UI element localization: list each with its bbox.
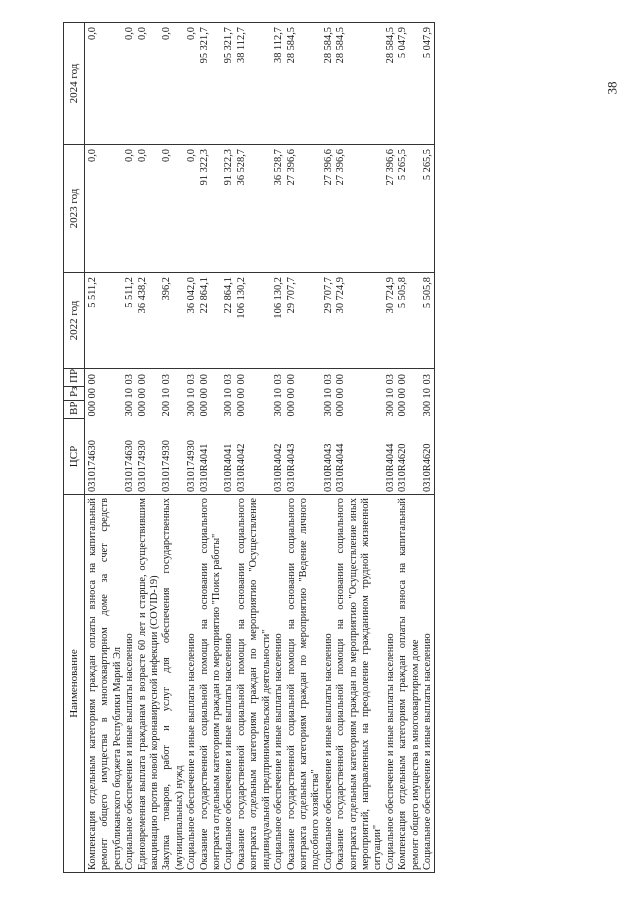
row-rz: 10 xyxy=(322,388,334,399)
row-vr: 300 xyxy=(273,400,285,417)
row-vr: 000 xyxy=(87,400,98,417)
table-row xyxy=(223,23,235,873)
header-rz: Рз xyxy=(64,387,85,401)
row-pr: 03 xyxy=(186,374,198,385)
row-2022: 30 724,9 xyxy=(385,273,397,369)
row-csr: 0310174930 xyxy=(161,419,186,495)
table-row xyxy=(385,23,397,873)
row-name: Оказание государственной социальной помощи на основании социального контракта отдельным категориям граждан по мероприятию "Осуществление иных мероприятий, направленных на преодоление гражданином трудной жизненной ситуации" xyxy=(335,495,385,873)
row-2023: 27 396,6 xyxy=(323,145,335,273)
row-vr: 000 xyxy=(397,400,409,417)
table-row xyxy=(124,23,136,873)
row-csr: 0310R4043 xyxy=(286,419,323,495)
row-2022: 5 511,2 xyxy=(85,273,125,369)
table-row xyxy=(397,23,422,873)
header-2022: 2022 год xyxy=(64,273,85,369)
row-2023: 27 396,6 xyxy=(286,145,323,273)
header-2023: 2023 год xyxy=(64,145,85,273)
row-name: Социальное обеспечение и иные выплаты населению xyxy=(422,495,435,873)
header-2024: 2024 год xyxy=(64,23,85,145)
row-rz: 10 xyxy=(161,388,173,399)
row-pr: 00 xyxy=(285,374,297,385)
row-2023: 27 396,6 xyxy=(335,145,385,273)
row-2024: 95 321,7 xyxy=(199,23,224,145)
row-rz: 10 xyxy=(223,388,235,399)
row-csr: 0310R4044 xyxy=(385,419,397,495)
row-vr: 200 xyxy=(161,400,173,417)
row-vr: 300 xyxy=(223,400,235,417)
row-2023: 91 322,3 xyxy=(199,145,224,273)
row-name: Компенсация отдельным категориям граждан оплаты взноса на капитальный ремонт общего имущества в многоквартирном доме за счет средств республиканского бюджета Республики Марий Эл xyxy=(85,495,125,873)
row-pr: 03 xyxy=(273,374,285,385)
row-2022: 5 505,8 xyxy=(422,273,435,369)
row-2022: 396,2 xyxy=(161,273,186,369)
row-2022: 5 511,2 xyxy=(124,273,136,369)
row-2024: 38 112,7 xyxy=(273,23,285,145)
row-2022: 29 707,7 xyxy=(323,273,335,369)
row-2022: 36 438,2 xyxy=(137,273,162,369)
row-2022: 36 042,0 xyxy=(186,273,198,369)
row-vr: 300 xyxy=(322,400,334,417)
row-2023: 91 322,3 xyxy=(223,145,235,273)
row-2024: 0,0 xyxy=(124,23,136,145)
row-rz: 00 xyxy=(285,388,297,399)
table-row xyxy=(161,23,186,873)
row-vr: 300 xyxy=(421,400,433,417)
row-name: Социальное обеспечение и иные выплаты населению xyxy=(223,495,235,873)
row-csr: 0310R4044 xyxy=(335,419,385,495)
row-2022: 30 724,9 xyxy=(335,273,385,369)
row-csr: 0310R4620 xyxy=(422,419,435,495)
row-rz: 00 xyxy=(136,388,148,399)
table-header-row xyxy=(64,23,85,873)
row-2022: 106 130,2 xyxy=(236,273,273,369)
table-row xyxy=(286,23,323,873)
row-name: Социальное обеспечение и иные выплаты населению xyxy=(273,495,285,873)
row-pr: 00 xyxy=(397,374,409,385)
row-2023: 5 265,5 xyxy=(397,145,422,273)
row-2024: 0,0 xyxy=(186,23,198,145)
header-csr: ЦСР xyxy=(64,419,85,495)
row-2023: 5 265,5 xyxy=(422,145,435,273)
row-csr: 0310R4620 xyxy=(397,419,422,495)
row-csr: 0310R4041 xyxy=(199,419,224,495)
budget-table xyxy=(63,22,435,873)
row-2024: 95 321,7 xyxy=(223,23,235,145)
row-rz: 10 xyxy=(273,388,285,399)
table-row xyxy=(85,23,125,873)
row-rz: 00 xyxy=(335,388,347,399)
row-2023: 0,0 xyxy=(186,145,198,273)
row-pr: 00 xyxy=(335,374,347,385)
table-body xyxy=(85,23,435,873)
row-vr: 000 xyxy=(136,400,148,417)
row-name: Оказание государственной социальной помощи на основании социального контракта отдельным категориям граждан по мероприятию "Поиск работы" xyxy=(199,495,224,873)
row-2024: 0,0 xyxy=(161,23,186,145)
row-2022: 106 130,2 xyxy=(273,273,285,369)
row-name: Социальное обеспечение и иные выплаты населению xyxy=(323,495,335,873)
row-pr: 03 xyxy=(223,374,235,385)
table-row xyxy=(199,23,224,873)
row-pr: 00 xyxy=(136,374,148,385)
row-2023: 0,0 xyxy=(85,145,125,273)
row-csr: 0310R4043 xyxy=(323,419,335,495)
row-2024: 5 047,9 xyxy=(422,23,435,145)
table-row xyxy=(137,23,162,873)
row-pr: 03 xyxy=(421,374,433,385)
row-pr: 00 xyxy=(87,374,98,385)
row-pr: 03 xyxy=(124,374,136,385)
header-pr: ПР xyxy=(64,369,85,387)
row-csr: 0310174930 xyxy=(186,419,198,495)
row-vr: 000 xyxy=(198,400,210,417)
row-2023: 36 528,7 xyxy=(273,145,285,273)
row-name: Социальное обеспечение и иные выплаты населению xyxy=(385,495,397,873)
row-2024: 0,0 xyxy=(85,23,125,145)
table-bottom-border xyxy=(435,23,436,873)
row-vr: 300 xyxy=(384,400,396,417)
page-number: 38 xyxy=(604,81,620,95)
table-row xyxy=(422,23,435,873)
row-rz: 00 xyxy=(235,388,247,399)
row-vr: 000 xyxy=(285,400,297,417)
row-rz: 10 xyxy=(124,388,136,399)
row-2024: 5 047,9 xyxy=(397,23,422,145)
row-pr: 03 xyxy=(161,374,173,385)
row-2023: 0,0 xyxy=(137,145,162,273)
row-2023: 36 528,7 xyxy=(236,145,273,273)
row-name: Компенсация отдельным категориям граждан оплаты взноса на капитальный ремонт общего имущества в многоквартирном доме xyxy=(397,495,422,873)
row-csr: 0310R4042 xyxy=(236,419,273,495)
budget-table-rotated xyxy=(63,23,563,873)
row-rz: 10 xyxy=(384,388,396,399)
row-name: Социальное обеспечение и иные выплаты населению xyxy=(124,495,136,873)
row-2024: 28 584,5 xyxy=(385,23,397,145)
row-rz: 00 xyxy=(198,388,210,399)
row-2024: 28 584,5 xyxy=(323,23,335,145)
row-name: Социальное обеспечение и иные выплаты населению xyxy=(186,495,198,873)
table-row xyxy=(236,23,273,873)
table-row xyxy=(273,23,285,873)
row-vr: 000 xyxy=(335,400,347,417)
row-2024: 0,0 xyxy=(137,23,162,145)
row-2023: 0,0 xyxy=(124,145,136,273)
row-name: Единовременная выплата гражданам в возрасте 60 лет и старше, осуществившим вакцинацию против новой коронавирусной инфекции (COVID-19) xyxy=(137,495,162,873)
header-vr: ВР xyxy=(64,401,85,419)
row-csr: 0310174630 xyxy=(124,419,136,495)
row-2022: 5 505,8 xyxy=(397,273,422,369)
table-row xyxy=(323,23,335,873)
row-rz: 00 xyxy=(87,388,98,399)
row-2022: 22 864,1 xyxy=(223,273,235,369)
table-row xyxy=(335,23,385,873)
table-row xyxy=(186,23,198,873)
row-name: Закупка товаров, работ и услуг для обеспечения государственных (муниципальных) нужд xyxy=(161,495,186,873)
row-name: Оказание государственной социальной помощи на основании социального контракта отдельным категориям граждан по мероприятию "Ведение личного подсобного хозяйства" xyxy=(286,495,323,873)
row-pr: 03 xyxy=(322,374,334,385)
header-name: Наименование xyxy=(64,495,85,873)
row-rz: 00 xyxy=(397,388,409,399)
row-pr: 03 xyxy=(384,374,396,385)
row-2022: 29 707,7 xyxy=(286,273,323,369)
row-rz: 10 xyxy=(421,388,433,399)
row-vr: 000 xyxy=(235,400,247,417)
row-2023: 0,0 xyxy=(161,145,186,273)
row-csr: 0310174930 xyxy=(137,419,162,495)
row-name: Оказание государственной социальной помощи на основании социального контракта отдельным категориям граждан по мероприятию "Осуществление индивидуальной предпринимательской деятельности" xyxy=(236,495,273,873)
row-rz: 10 xyxy=(186,388,198,399)
row-vr: 300 xyxy=(186,400,198,417)
row-vr: 300 xyxy=(124,400,136,417)
row-pr: 00 xyxy=(235,374,247,385)
row-2024: 28 584,5 xyxy=(335,23,385,145)
row-csr: 0310174630 xyxy=(85,419,125,495)
row-2023: 27 396,6 xyxy=(385,145,397,273)
row-csr: 0310R4042 xyxy=(273,419,285,495)
row-2024: 28 584,5 xyxy=(286,23,323,145)
row-2022: 22 864,1 xyxy=(199,273,224,369)
row-pr: 00 xyxy=(198,374,210,385)
row-csr: 0310R4041 xyxy=(223,419,235,495)
row-2024: 38 112,7 xyxy=(236,23,273,145)
